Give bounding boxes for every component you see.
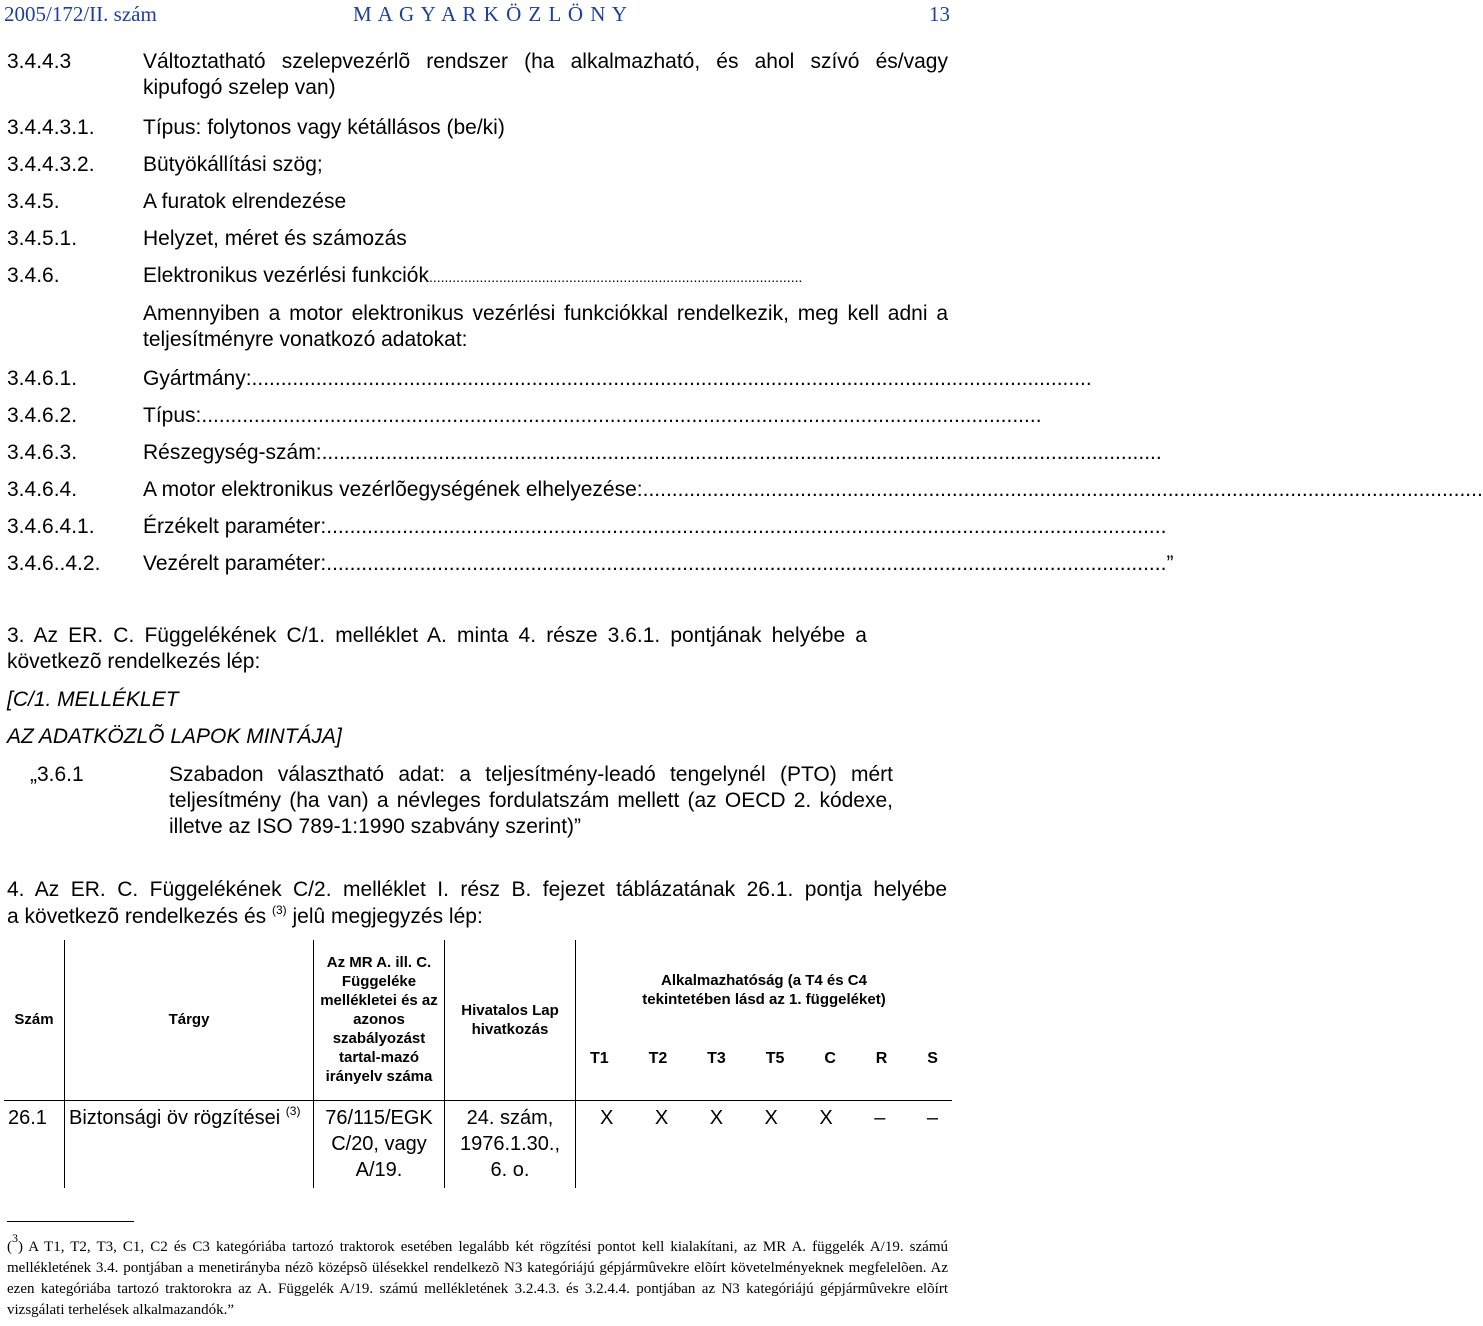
item-number: 3.4.6.	[7, 264, 60, 287]
item-number: 3.4.4.3.2.	[7, 153, 95, 176]
item-number: 3.4.6.2.	[7, 404, 78, 427]
applicability-title: Alkalmazhatóság (a T4 és C4 tekintetében lásd az 1. függeléket)	[642, 972, 886, 1009]
category-header: T1	[590, 1050, 609, 1068]
row-reference: 24. szám, 1976.1.30., 6. o.	[445, 1100, 576, 1188]
column-header-applicability	[576, 940, 953, 1100]
item-number: 3.4.4.3	[7, 50, 72, 73]
category-value: X	[819, 1106, 833, 1129]
row-subject: Biztonsági öv rögzítései $^{(3)}$	[65, 1100, 314, 1188]
category-header: T5	[765, 1050, 785, 1068]
item-number: 3.4.4.3.1.	[7, 116, 95, 139]
dot-leader: ................................................................................................................................................	[642, 478, 1483, 501]
dot-leader: ................................................................................................	[428, 269, 803, 285]
dot-leader: ................................................................................................................................................	[251, 367, 1092, 390]
item-note: Amennyiben a motor elektronikus vezérlési funkciókkal rendelkezik, meg kell adni a teljesítményre vonatkozó adatokat:	[143, 302, 948, 351]
item-label: Vezérelt paraméter: ................................................................................................................................................ ”	[143, 552, 1174, 575]
column-header-subject: Tárgy	[65, 940, 314, 1100]
column-header-directive: Az MR A. ill. C. Függeléke mellékletei és az azonos szabályozást tartal-mazó irányelv száma	[314, 940, 445, 1100]
item-label: Típus: ................................................................................................................................................	[143, 404, 1042, 427]
item-label: Típus: folytonos vagy kétállásos (be/ki)	[143, 116, 505, 139]
annex-title: [C/1. MELLÉKLET	[7, 688, 179, 711]
category-header: C	[824, 1050, 836, 1068]
section-3-intro: 3. Az ER. C. Függelékének C/1. melléklet A. minta 4. része 3.6.1. pontjának helyébe a következõ rendelkezés lép:	[7, 624, 867, 673]
footnote-mark: 3	[12, 1231, 18, 1245]
category-value: –	[926, 1106, 938, 1129]
row-applicability	[576, 1100, 953, 1188]
item-label: Részegység-szám: ................................................................................................................................................	[143, 441, 1162, 464]
item-label: Helyzet, méret és számozás	[143, 227, 407, 250]
category-value: X	[654, 1106, 669, 1129]
item-label: Szabadon választható adat: a teljesítmény-leadó tengelynél (PTO) mért teljesítmény (ha van) a névleges fordulatszám mellett (az OECD 2. kódexe, illetve az ISO 789-1:1990 szabvány szerint)”	[169, 763, 893, 838]
footnote-reference: (3)	[272, 903, 287, 917]
category-value: X	[709, 1106, 724, 1129]
footnote-text: A T1, T2, T3, C1, C2 és C3 kategóriába tartozó traktorok esetében legalább két rögzítési pontot kell kialakítani, az MR A. függelék A/19. számú mellékletének 3.4. pontjában a menetirányba nézõ középsõ ülésekkel rendelkezõ N3 kategóriájú gépjármûvekre elõírt követelményeknek megfelelõen. Az ezen kategóriába tartozó traktorokra az A. Függelék A/19. számú mellékletének 3.2.4.3. és 3.2.4.4. pontjában az N3 kategóriájú gépjármûvekre elõírt vizsgálati terhelések alkalmazandók.”	[7, 1239, 948, 1318]
item-number: „3.6.1	[30, 763, 84, 786]
dot-leader: ................................................................................................................................................	[321, 441, 1162, 464]
item-label: Érzékelt paraméter: ................................................................................................................................................	[143, 515, 1167, 538]
category-header: S	[927, 1050, 938, 1068]
regulation-table	[4, 940, 952, 1188]
category-value: X	[600, 1106, 614, 1129]
category-value: X	[764, 1106, 778, 1129]
item-number: 3.4.6..4.2.	[7, 552, 101, 575]
category-header: R	[875, 1050, 888, 1068]
item-number: 3.4.5.1.	[7, 227, 78, 250]
footnote: ($^3$) A T1, T2, T3, C1, C2 és C3 kategóriába tartozó traktorok esetében legalább két rögzítési pontot kell kialakítani, az MR A. függelék A/19. számú mellékletének 3.4. pontjában a menetirányba nézõ középsõ ülésekkel rendelkezõ N3 kategóriájú gépjármûvekre elõírt követelményeknek megfelelõen. Az ezen kategóriába tartozó traktorokra az A. Függelék A/19. számú mellékletének 3.2.4.3. és 3.2.4.4. pontjában az N3 kategóriájú gépjármûvekre elõírt vizsgálati terhelések alkalmazandók.”	[7, 1231, 948, 1318]
table-header-row	[4, 940, 952, 1100]
item-label: Bütyökállítási szög;	[143, 153, 323, 176]
header-journal: M A G Y A R K Ö Z L Ö N Y	[353, 2, 629, 26]
item-label: Gyártmány: ................................................................................................................................................	[143, 367, 1092, 390]
annex-subtitle: AZ ADATKÖZLÕ LAPOK MINTÁJA]	[7, 725, 342, 748]
category-value-list	[580, 1105, 948, 1131]
category-header: T3	[707, 1050, 726, 1068]
category-value: –	[874, 1106, 886, 1129]
category-header: T2	[648, 1050, 668, 1068]
item-label: A furatok elrendezése	[143, 190, 347, 213]
section-4-intro: 4. Az ER. C. Függelékének C/2. melléklet I. rész B. fejezet táblázatának 26.1. pontja helyébe	[7, 878, 947, 901]
dot-leader: ................................................................................................................................................	[201, 404, 1042, 427]
row-number: 26.1	[4, 1100, 65, 1188]
closing-quote: ”	[1166, 552, 1174, 575]
table-row	[4, 1100, 952, 1188]
item-label: Változtatható szelepvezérlõ rendszer (ha alkalmazható, és ahol szívó és/vagy kipufogó szelep van)	[143, 50, 948, 99]
footnote-reference: (3)	[285, 1103, 301, 1118]
dot-leader: ................................................................................................................................................	[326, 515, 1167, 538]
item-number: 3.4.6.4.1.	[7, 515, 95, 538]
footnote-separator	[7, 1221, 134, 1222]
dot-leader: ................................................................................................................................................	[326, 552, 1167, 575]
category-header-list	[580, 1049, 948, 1068]
item-label: A motor elektronikus vezérlõegységének elhelyezése: ................................................................................................................................................	[143, 478, 1483, 501]
header-issue: 2005/172/II. szám	[4, 2, 157, 26]
header-page-number: 13	[929, 2, 950, 26]
section-4-intro-cont: a következõ rendelkezés és $^{(3)}$ jelû megjegyzés lép:	[7, 903, 483, 928]
item-number: 3.4.6.1.	[7, 367, 78, 390]
item-number: 3.4.5.	[7, 190, 60, 213]
item-number: 3.4.6.3.	[7, 441, 78, 464]
item-label: Elektronikus vezérlési funkciók................................................................................................	[143, 264, 803, 287]
row-directive: 76/115/EGK C/20, vagy A/19.	[314, 1100, 445, 1188]
item-number: 3.4.6.4.	[7, 478, 78, 501]
column-header-reference: Hivatalos Lap hivatkozás	[445, 940, 576, 1100]
column-header-number: Szám	[4, 940, 65, 1100]
